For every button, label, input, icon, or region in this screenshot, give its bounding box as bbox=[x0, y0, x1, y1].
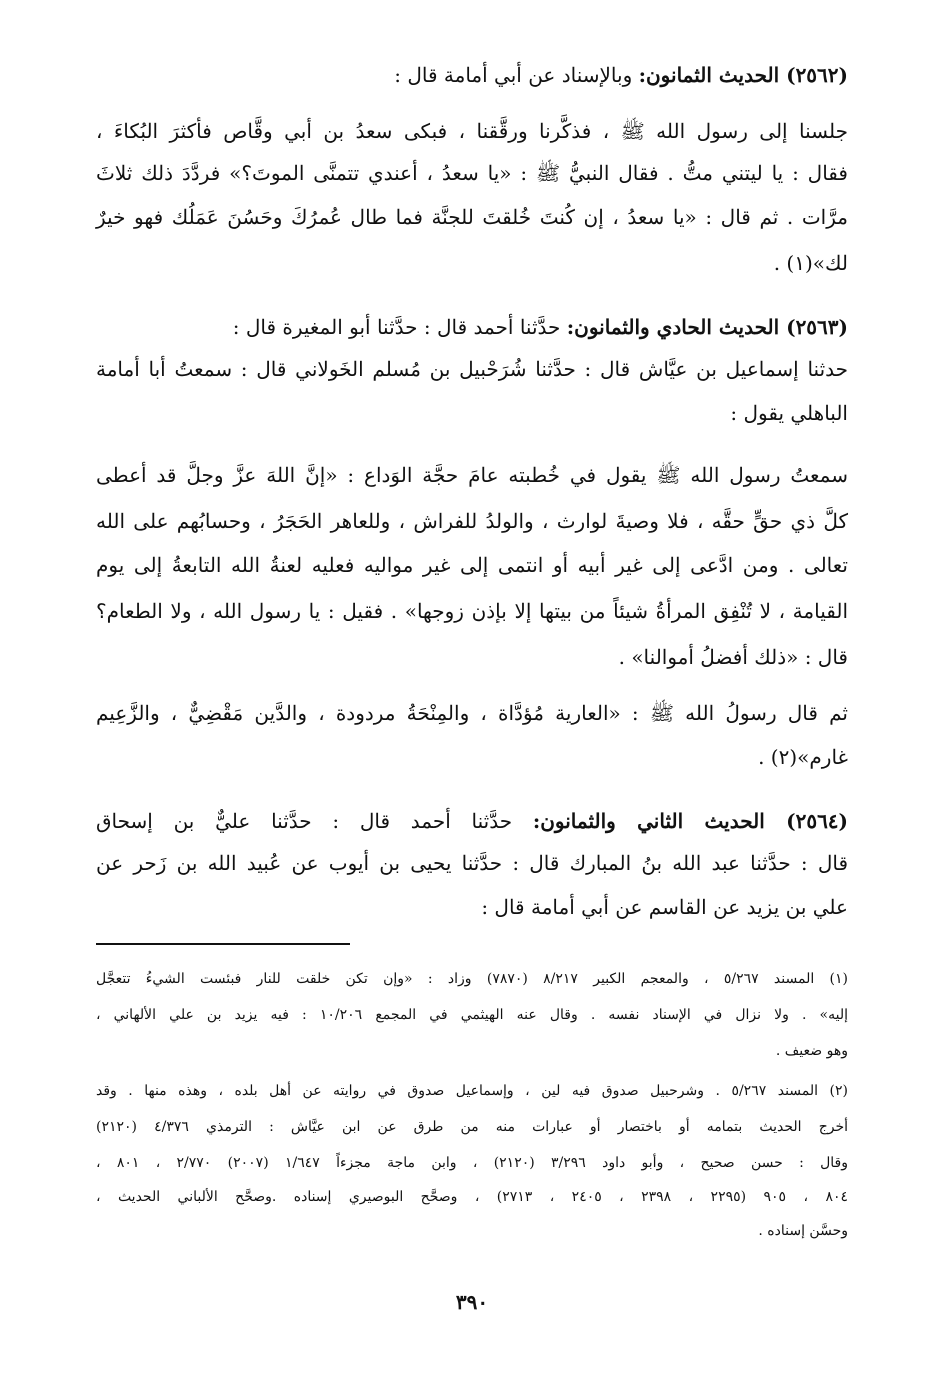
hadith-2563-text-line-4: القيامة ، لا تُنْفِق المرأةُ شيئاً من بيتها إلا بإذن زوجها» . فقيل : يا رسول الله ، ولا الطعام؟ bbox=[96, 599, 849, 623]
hadith-2563-text-line-3: تعالى . ومن ادَّعى إلى غير أبيه أو انتمى إلى غير مواليه فعليه لعنةُ الله التابعةُ إلى يوم bbox=[96, 553, 848, 577]
hadith-2563-text-line-2: كلَّ ذي حقٍّ حقَّه ، فلا وصيةَ لوارث ، والولدُ للفراش ، وللعاهر الحَجَرُ ، وحسابُهم على الله bbox=[96, 509, 848, 533]
hadith-2564-line-2: علي بن يزيد عن القاسم عن أبي أمامة قال : bbox=[481, 895, 848, 919]
footnote-separator bbox=[96, 943, 350, 945]
footnote-2-line-4: ٨٠٤ ، ٩٠٥ (٢٢٩٥ ، ٢٣٩٨ ، ٢٤٠٥ ، ٢٧١٣) ، وصحَّح البوصيري إسناده .وصحَّح الألباني الحديث ، bbox=[96, 1189, 848, 1205]
hadith-2564-heading: (٢٥٦٤) الحديث الثاني والثمانون: bbox=[532, 809, 849, 833]
footnote-2-line-1: (٢) المسند ٥/٢٦٧ . وشرحبيل صدوق فيه لين ، وإسماعيل صدوق في روايته عن أهل بلده ، وهذه منها . وقد bbox=[96, 1083, 848, 1099]
hadith-2563-isnad-line-2: الباهلي يقول : bbox=[730, 401, 848, 425]
footnote-1-line-2: إليه» . ولا نزال في الإسناد نفسه . وقال عنه الهيثمي في المجمع ١٠/٢٠٦ : فيه يزيد بن علي الألهاني ، bbox=[96, 1007, 848, 1023]
hadith-2563-text-line-1: سمعتُ رسول الله ﷺ يقول في خُطبته عامَ حجَّة الوَداع : «إنَّ اللهَ عزَّ وجلَّ قد أعطى bbox=[96, 463, 848, 487]
hadith-2563-isnad-line-1: حدثنا إسماعيل بن عيَّاش قال : حدَّثنا شُرَحْبيل بن مُسلم الخَولاني قال : سمعتُ أبا أمامة bbox=[96, 357, 848, 381]
page-number: ٣٩٠ bbox=[455, 1290, 489, 1314]
hadith-2562-line-3: مرَّات . ثم قال : «يا سعدُ ، إن كُنتَ خُلقتَ للجنَّة فما طال عُمرُكَ وحَسُنَ عَمَلُك فهو خيرٌ bbox=[96, 205, 848, 229]
hadith-2563-header bbox=[233, 312, 848, 342]
hadith-2563-intro: حدَّثنا أحمد قال : حدَّثنا أبو المغيرة قال : bbox=[232, 315, 561, 339]
footnote-1-line-3: وهو ضعيف . bbox=[775, 1043, 848, 1059]
hadith-2562-line-4: لك»(١) . bbox=[773, 251, 848, 275]
hadith-2564-line-1: قال : حدَّثنا عبد الله بنُ المبارك قال : حدَّثنا يحيى بن أيوب عن عُبيد الله بن زَحر عن bbox=[96, 851, 848, 875]
hadith-2564-header bbox=[96, 806, 848, 836]
footnote-2-line-3: وقال : حسن صحيح ، وأبو داود ٣/٢٩٦ (٢١٢٠) ، وابن ماجة مجزءاً ١/٦٤٧ (٢٠٠٧) ٢/٧٧٠ ، ٨٠١ ، bbox=[96, 1155, 848, 1171]
hadith-2563-heading: (٢٥٦٣) الحديث الحادي والثمانون: bbox=[566, 315, 848, 339]
hadith-2562-line-1: جلسنا إلى رسول الله ﷺ ، فذكَّرنا ورقَّقنا ، فبكى سعدُ بن أبي وقَّاص فأكثرَ البُكاءَ ، bbox=[96, 119, 848, 143]
hadith-2562-heading: (٢٥٦٢) الحديث الثمانون: bbox=[638, 63, 848, 87]
hadith-2562-intro: وبالإسناد عن أبي أمامة قال : bbox=[394, 63, 633, 87]
footnote-2-line-5: وحسَّن إسناده . bbox=[758, 1223, 848, 1239]
hadith-2562-header bbox=[394, 60, 848, 90]
hadith-2563-text-line-5: قال : «ذلك أفضلُ أموالنا» . bbox=[618, 645, 848, 669]
hadith-2564-intro: حدَّثنا أحمد قال : حدَّثنا عليٌّ بن إسحاق bbox=[96, 809, 513, 833]
hadith-2563-closing-line-1: ثم قال رسولُ الله ﷺ : «العارية مُؤدَّاة ، والمِنْحَةُ مردودة ، والدَّين مَقْضِيٌّ ، والزَّعِيم bbox=[96, 701, 848, 725]
footnote-1-line-1: (١) المسند ٥/٢٦٧ ، والمعجم الكبير ٨/٢١٧ (٧٨٧٠) وزاد : «وإن تكن خلقت للنار فبئست الشيءُ تتعجَّل bbox=[96, 971, 848, 987]
footnote-2-line-2: أخرج الحديث بتمامه أو باختصار أو عبارات منه من طرق عن ابن عيَّاش : الترمذي ٤/٣٧٦ (٢١٢٠) bbox=[96, 1119, 848, 1135]
hadith-2562-line-2: فقال : يا ليتني متُّ . فقال النبيُّ ﷺ : «يا سعدُ ، أعندي تتمنَّى الموتَ؟» فردَّدَ ذلك ثلاثَ bbox=[96, 161, 848, 185]
hadith-2563-closing-line-2: غارم»(٢) . bbox=[758, 745, 848, 769]
